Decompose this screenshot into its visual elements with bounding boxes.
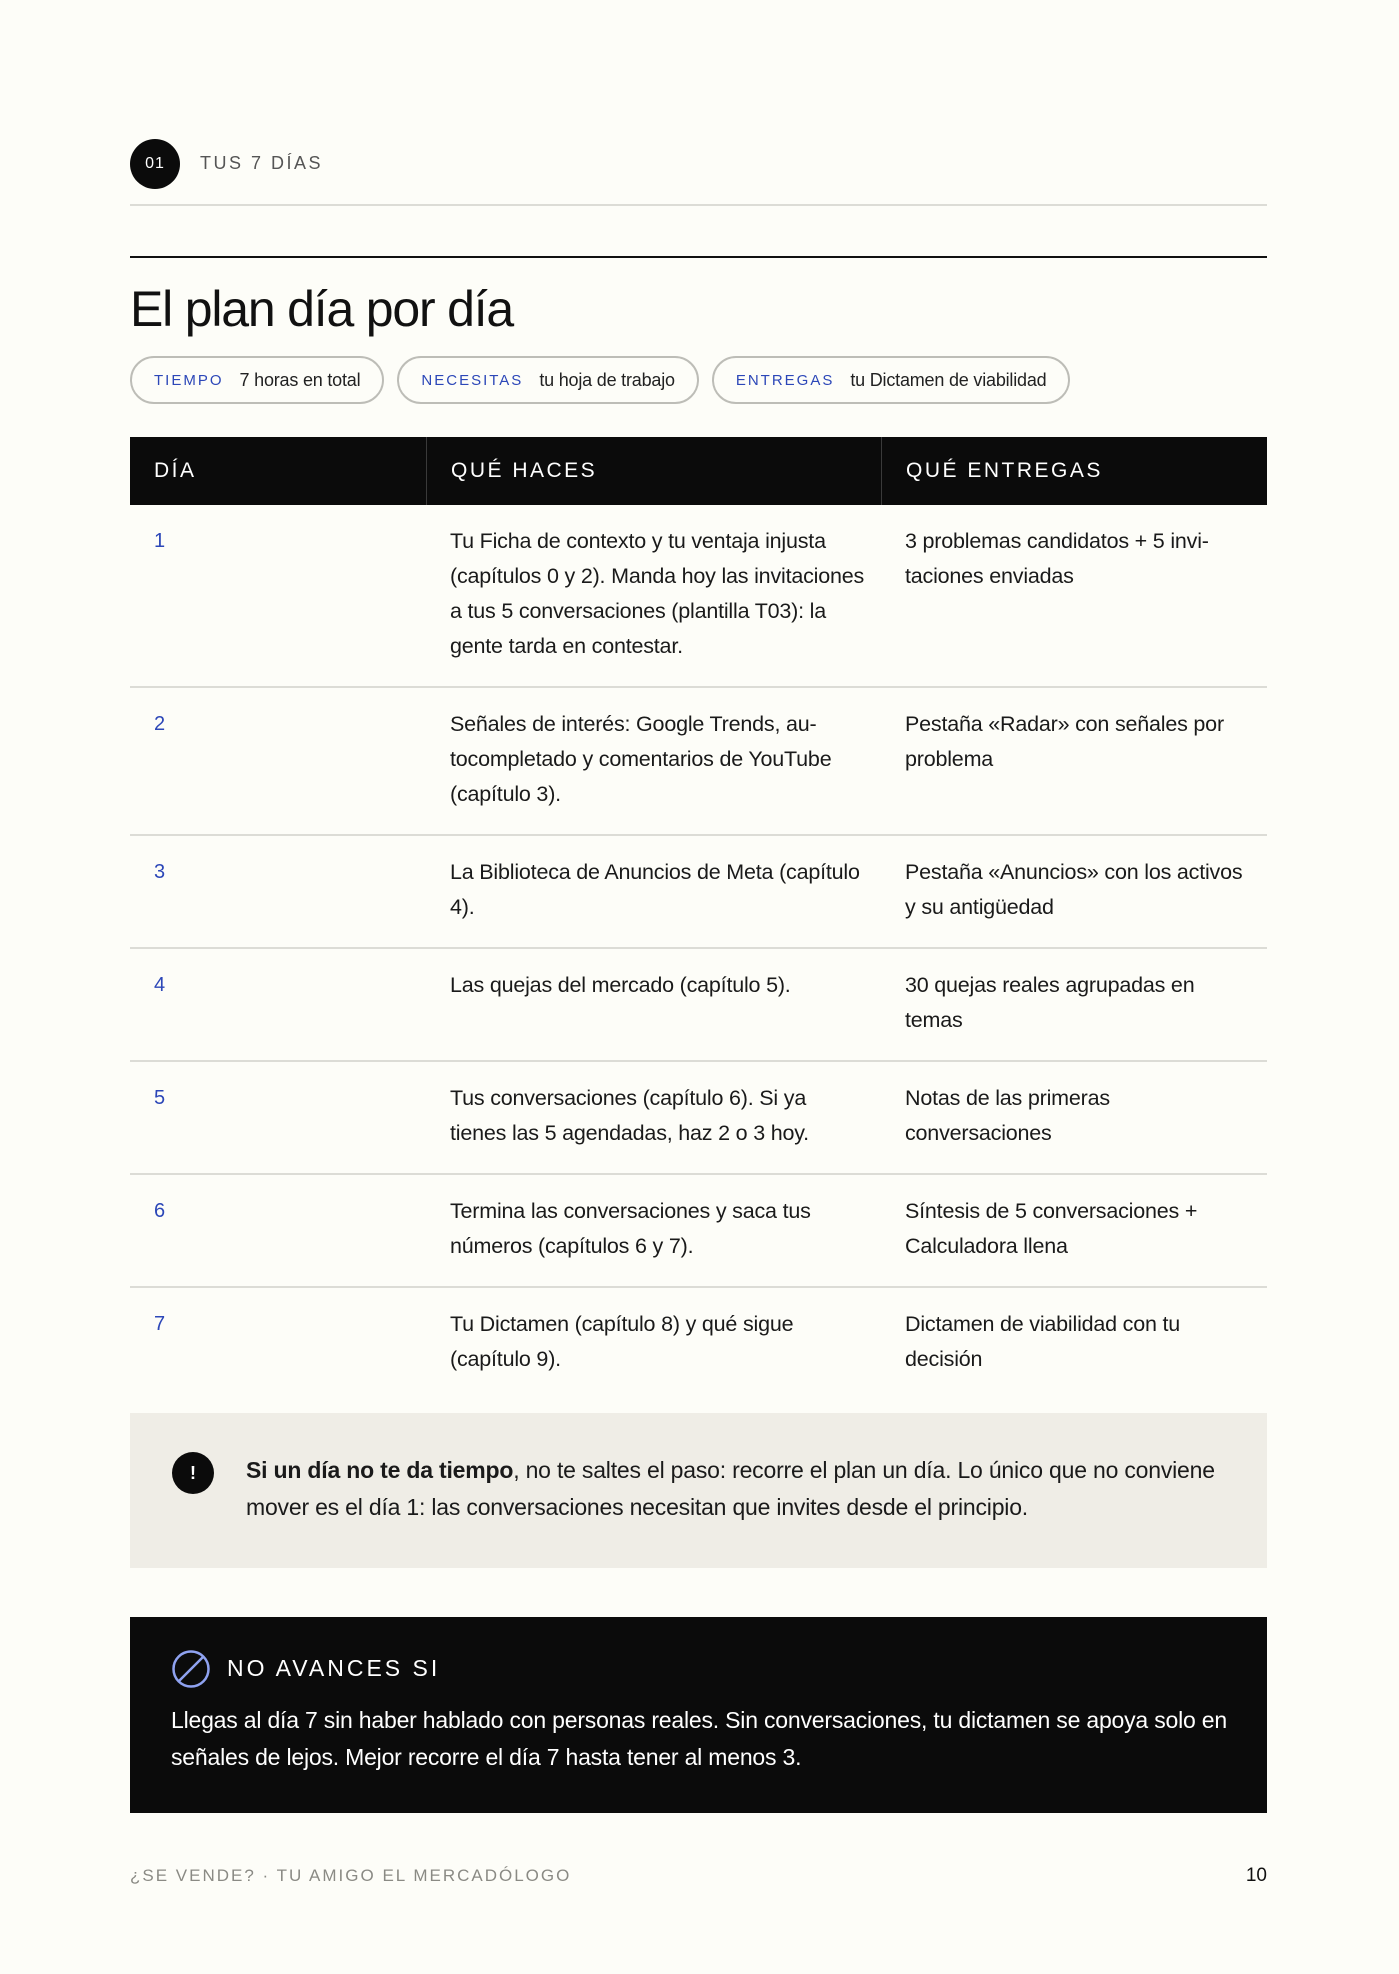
column-header-day: DÍA [154, 459, 197, 482]
page-title: El plan día por día [130, 281, 514, 337]
table-row [130, 836, 1267, 949]
pill-value: 7 horas en total [239, 369, 361, 390]
page-footer [130, 1862, 1267, 1892]
table-row [130, 505, 1267, 688]
callout-bold: Si un día no te da tiempo [246, 1457, 514, 1483]
plan-table [130, 437, 1267, 1399]
exclamation-icon: ! [172, 1452, 214, 1494]
day-number: 2 [154, 713, 165, 735]
footer-title: ¿SE VENDE? · TU AMIGO EL MERCADÓLOGO [130, 1866, 572, 1885]
table-row [130, 688, 1267, 836]
pill-key: NECESITAS [421, 371, 524, 389]
table-row [130, 949, 1267, 1062]
task-cell: Tu Dictamen (capítulo 8) y qué sigue (capítulo 9). [450, 1312, 794, 1371]
column-header-do: QUÉ HACES [426, 437, 881, 505]
divider [130, 256, 1267, 258]
callout-text [246, 1452, 1236, 1526]
table-row [130, 1175, 1267, 1288]
day-number: 6 [154, 1200, 165, 1222]
prohibited-icon [171, 1649, 211, 1689]
deliverable-cell: Pestaña «Anuncios» con los activos y su antigüedad [905, 860, 1243, 919]
day-number: 3 [154, 861, 165, 883]
task-cell: Señales de interés: Google Trends, autocompletado y comentarios de YouTube (capítulo 3). [450, 712, 832, 806]
day-number: 5 [154, 1087, 165, 1109]
column-header-deliver: QUÉ ENTREGAS [881, 437, 1267, 505]
warning-text: Llegas al día 7 sin haber hablado con personas reales. Sin conversaciones, tu dictamen se apoya solo en señales de lejos. Mejor recorre el día 7 hasta tener al menos 3. [171, 1707, 1227, 1770]
pill-key: TIEMPO [154, 371, 224, 389]
warning-title: NO AVANCES SI [227, 1655, 441, 1681]
pill-needs [397, 356, 698, 404]
page [130, 0, 1267, 1974]
section-label: TUS 7 DÍAS [200, 153, 324, 173]
pill-time [130, 356, 384, 404]
table-row [130, 1062, 1267, 1175]
deliverable-cell: Síntesis de 5 conversaciones + Calculadora llena [905, 1199, 1198, 1258]
task-cell: La Biblioteca de Anuncios de Meta (capítulo 4). [450, 860, 860, 919]
deliverable-cell: 30 quejas reales agrupadas en temas [905, 973, 1195, 1032]
warning-box [130, 1617, 1267, 1813]
day-number: 7 [154, 1313, 165, 1335]
pill-value: tu hoja de trabajo [539, 369, 675, 390]
table-header [130, 437, 1267, 505]
pill-deliverable [712, 356, 1071, 404]
meta-pills [130, 356, 1070, 404]
section-number-badge: 01 [130, 139, 180, 189]
tip-callout [130, 1413, 1267, 1568]
callout-body: , no te saltes el paso: recorre el plan un día. Lo único que no conviene mover es el día 1: las conversaciones necesitan que invites desde el principio. [246, 1457, 1215, 1520]
task-cell: Tu Ficha de contexto y tu ventaja injusta (capítulos 0 y 2). Manda hoy las invitaciones a tus 5 conversaciones (plantilla T03): la gente tarda en contestar. [450, 529, 865, 658]
section-header [130, 138, 1267, 206]
pill-key: ENTREGAS [735, 371, 835, 389]
deliverable-cell: 3 problemas candidatos + 5 invitaciones enviadas [905, 529, 1209, 588]
deliverable-cell: Dictamen de viabilidad con tu decisión [905, 1312, 1181, 1371]
deliverable-cell: Notas de las primeras conversaciones [905, 1086, 1110, 1145]
page-number: 10 [1245, 1865, 1267, 1886]
day-number: 4 [154, 974, 165, 996]
task-cell: Termina las conversaciones y saca tus números (capítulos 6 y 7). [450, 1199, 811, 1258]
task-cell: Tus conversaciones (capítulo 6). Si ya tienes las 5 agendadas, haz 2 o 3 hoy. [450, 1086, 809, 1145]
pill-value: tu Dictamen de viabilidad [850, 369, 1047, 390]
day-number: 1 [154, 530, 165, 552]
table-row [130, 1288, 1267, 1399]
deliverable-cell: Pestaña «Radar» con señales por problema [905, 712, 1224, 771]
task-cell: Las quejas del mercado (capítulo 5). [450, 973, 791, 997]
